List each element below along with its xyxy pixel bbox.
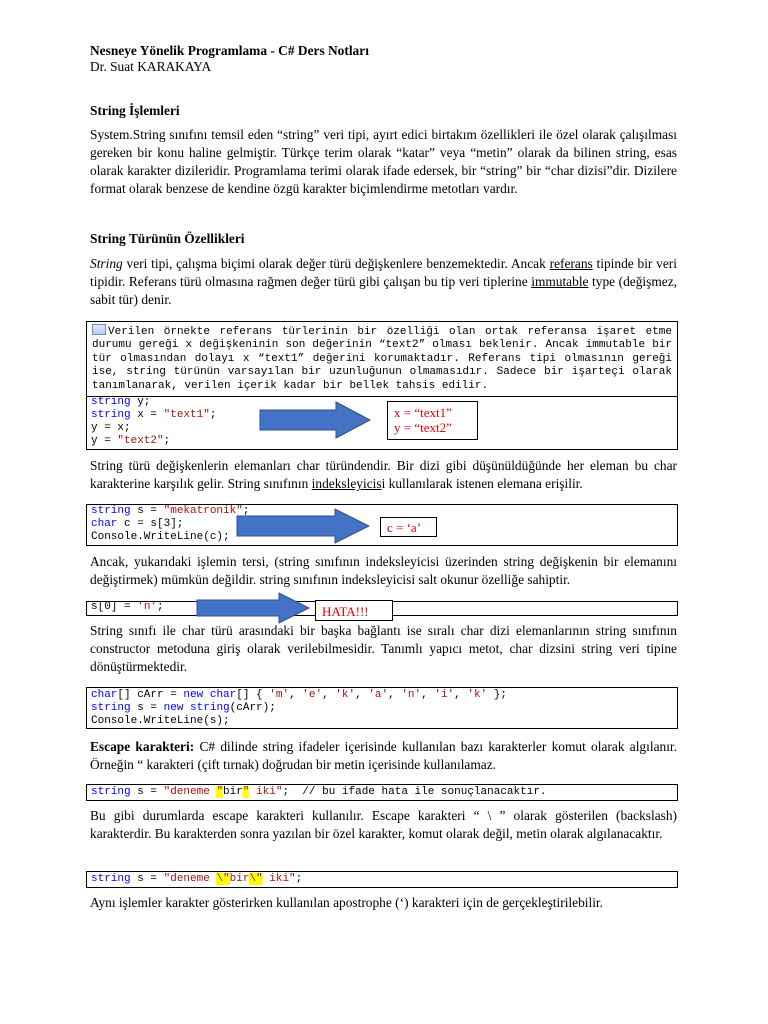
code-keyword: string <box>91 409 131 421</box>
code-line <box>91 505 249 518</box>
code-string: bir <box>229 873 250 885</box>
code-keyword: string <box>91 786 131 798</box>
document-title: Nesneye Yönelik Programlama - C# Ders Notları <box>90 43 369 58</box>
code-text: , <box>421 689 435 701</box>
code-keyword: string <box>91 396 131 408</box>
code-line: y = x; <box>91 422 131 434</box>
code-keyword: new <box>163 702 184 714</box>
code-keyword: new <box>183 689 204 701</box>
code-highlight: \" <box>216 873 230 885</box>
code-string: "mekatronik" <box>163 505 243 517</box>
code-line <box>91 396 150 409</box>
code-line <box>91 409 216 422</box>
code-string: 'a' <box>368 689 389 701</box>
result-box-error: HATA!!! <box>315 600 393 621</box>
code-text: s = <box>130 505 164 517</box>
paragraph-apostrophe: Aynı işlemler karakter gösterirken kullanılan apostrophe (‘) karakteri için de gerçekleştirilebilir. <box>90 895 604 910</box>
code-text: ; <box>282 786 303 798</box>
text-underline-indeksleyici: indeksleyicis <box>311 476 382 491</box>
code-keyword: char <box>91 518 118 530</box>
code-line: Console.WriteLine(s); <box>91 715 230 727</box>
code-highlight: " <box>242 786 250 798</box>
code-text: ; <box>209 409 217 421</box>
code-line <box>91 702 276 715</box>
result-box-char-value: c = ‘a’ <box>380 517 437 537</box>
code-string: 'm' <box>269 689 290 701</box>
code-text: ; <box>295 873 303 885</box>
code-text: , <box>355 689 369 701</box>
paragraph-char-array-constructor: String sınıfı ile char türü arasındaki bir başka bağlantı ise sıralı char dizi elemanlarının string sınıfının constructor metoduna giriş olarak verilebilmesidir. Tanımlı yapıcı metot, char dizsini string veri tipine dönüştürmektedir. <box>90 623 677 674</box>
code-text: , <box>388 689 402 701</box>
code-text: y = <box>91 435 118 447</box>
code-text: , <box>322 689 336 701</box>
code-text: c = s[3]; <box>117 518 184 530</box>
code-keyword: string <box>91 702 131 714</box>
text-underline-immutable: immutable <box>531 274 589 289</box>
code-line <box>91 601 164 614</box>
code-line <box>91 873 302 886</box>
code-text: (cArr); <box>229 702 276 714</box>
code-text: s = <box>130 786 164 798</box>
text-run: String türü değişkenlerin elemanları char türündendir. Bir dizi gibi düşünüldüğünde her eleman bu char karakterine karşılık gelir. String sınıfının <box>90 458 677 491</box>
text-run: tipinde bir veri tipidir. Referans türü olmasına rağmen değer türü gibi çalışan bu tip veri tiplerine <box>90 256 677 289</box>
result-box-text-values <box>387 401 478 440</box>
code-string: "text1" <box>163 409 210 421</box>
code-text: s = <box>130 702 164 714</box>
code-keyword: char <box>209 689 237 701</box>
code-keyword: string <box>91 505 131 517</box>
paragraph-intro: System.String sınıfını temsil eden “string” veri tipi, ayırt edici birtakım özellikleri ile özel olarak çalışılması gereken bir konu haline gelmiştir. Türkçe terim olarak “katar” veya “metin” olarak da bilinen string, esas olarak karakter dizileridir. Programlama terimi olarak ifade edersek, bir “string” bir “char dizisi”dir. Dizilere format olarak benzese de kendine özgü karakter biçimlendirme metotları vardır. <box>90 127 677 196</box>
code-keyword: string <box>190 702 230 714</box>
code-text: ; <box>242 505 250 517</box>
code-line <box>91 689 507 702</box>
note-icon <box>92 324 106 335</box>
section-heading-string-islemleri: String İşlemleri <box>90 103 180 118</box>
code-text: y; <box>130 396 151 408</box>
text-run: veri tipi, çalışma biçimi olarak değer türü değişkenlere benzemektedir. Ancak <box>122 256 550 271</box>
paragraph-backslash: Bu gibi durumlarda escape karakteri kullanılır. Escape karakteri “ \ ” olarak gösterilen (backslash) karakterdir. Bu karakterden sonra yazılan bir özel karakter, komut olarak değil, metin olarak algılanacaktır. <box>90 808 677 841</box>
code-line <box>91 786 547 799</box>
paragraph-char-elements <box>90 457 677 493</box>
result-line: y = “text2” <box>394 420 452 435</box>
code-string: 'n' <box>401 689 422 701</box>
code-string: 'n' <box>137 601 158 613</box>
code-keyword: char <box>91 689 118 701</box>
code-text: [] cArr = <box>117 689 184 701</box>
paragraph-string-properties <box>90 255 677 309</box>
code-text: }; <box>487 689 507 701</box>
section-heading-string-ozellikleri: String Türünün Özellikleri <box>90 231 245 246</box>
text-italic-string: String <box>90 256 123 271</box>
text-bold-escape: Escape karakteri: <box>90 739 195 754</box>
text-run: type (değişmez, sabit tür) denir. <box>90 274 677 307</box>
code-comment: // bu ifade hata ile sonuçlanacaktır. <box>302 786 547 798</box>
code-text: ; <box>157 601 164 613</box>
code-string: iki" <box>262 873 296 885</box>
arrow-right-icon <box>258 400 373 440</box>
code-line: Console.WriteLine(c); <box>91 531 230 543</box>
text-underline-referans: referans <box>549 256 593 271</box>
code-string: 'k' <box>467 689 488 701</box>
code-text: , <box>454 689 468 701</box>
code-line <box>91 435 170 448</box>
code-text: , <box>289 689 303 701</box>
paragraph-readonly-indexer: Ancak, yukarıdaki işlemin tersi, (string sınıfının indeksleyicisi üzerinden string değişkenin bir elemanını değiştirmek) mümkün değildir. string sınıfının indeksleyicisi salt okunur özelliğe sahiptir. <box>90 554 677 587</box>
result-line: x = “text1” <box>394 405 452 420</box>
text-run: i kullanılarak istenen elemana erişilir. <box>381 476 583 491</box>
arrow-right-icon <box>235 507 373 545</box>
code-text: ; <box>163 435 171 447</box>
code-keyword: string <box>91 873 131 885</box>
code-string: "text2" <box>117 435 164 447</box>
code-string: "deneme <box>163 873 217 885</box>
code-line <box>91 518 183 531</box>
text-run: C# dilinde string ifadeler içerisinde kullanılan bazı karakterler komut olarak algılanır. Örneğin “ karakteri (çift tırnak) doğrudan bir metin içerisinde kullanılamaz. <box>90 739 677 772</box>
code-string: iki" <box>249 786 283 798</box>
arrow-right-icon <box>195 592 313 626</box>
note-text: Verilen örnekte referans türlerinin bir özelliği olan ortak referansa işaret etme durumu gereği x değişkeninin son değerinin “text2” olması beklenir. Ancak immutable bir tür olmasından dolayı x “text1” değerini korumaktadır. Referans tipi olmasının gereği ise, string türünün varsayılan bir uzunluğunun olmamasıdır. Sadece bir işarteçi olarak tanımlanarak, verilen içerik kadar bir bellek tahsis edilir. <box>92 326 672 392</box>
code-text: s[0] = <box>91 601 138 613</box>
code-string: 'k' <box>335 689 356 701</box>
code-text: s = <box>130 873 164 885</box>
code-string: 'e' <box>302 689 323 701</box>
code-box-immutable-example <box>86 396 678 450</box>
code-text <box>203 689 210 701</box>
paragraph-escape-character <box>90 738 677 774</box>
code-highlight: \" <box>249 873 263 885</box>
author-name: Dr. Suat KARAKAYA <box>90 59 212 74</box>
code-highlight: " <box>216 786 224 798</box>
code-text: x = <box>130 409 164 421</box>
code-string: "deneme <box>163 786 217 798</box>
code-text: [] { <box>236 689 270 701</box>
code-text: bir <box>223 786 243 798</box>
note-immutable <box>92 324 672 393</box>
code-string: 'i' <box>434 689 455 701</box>
